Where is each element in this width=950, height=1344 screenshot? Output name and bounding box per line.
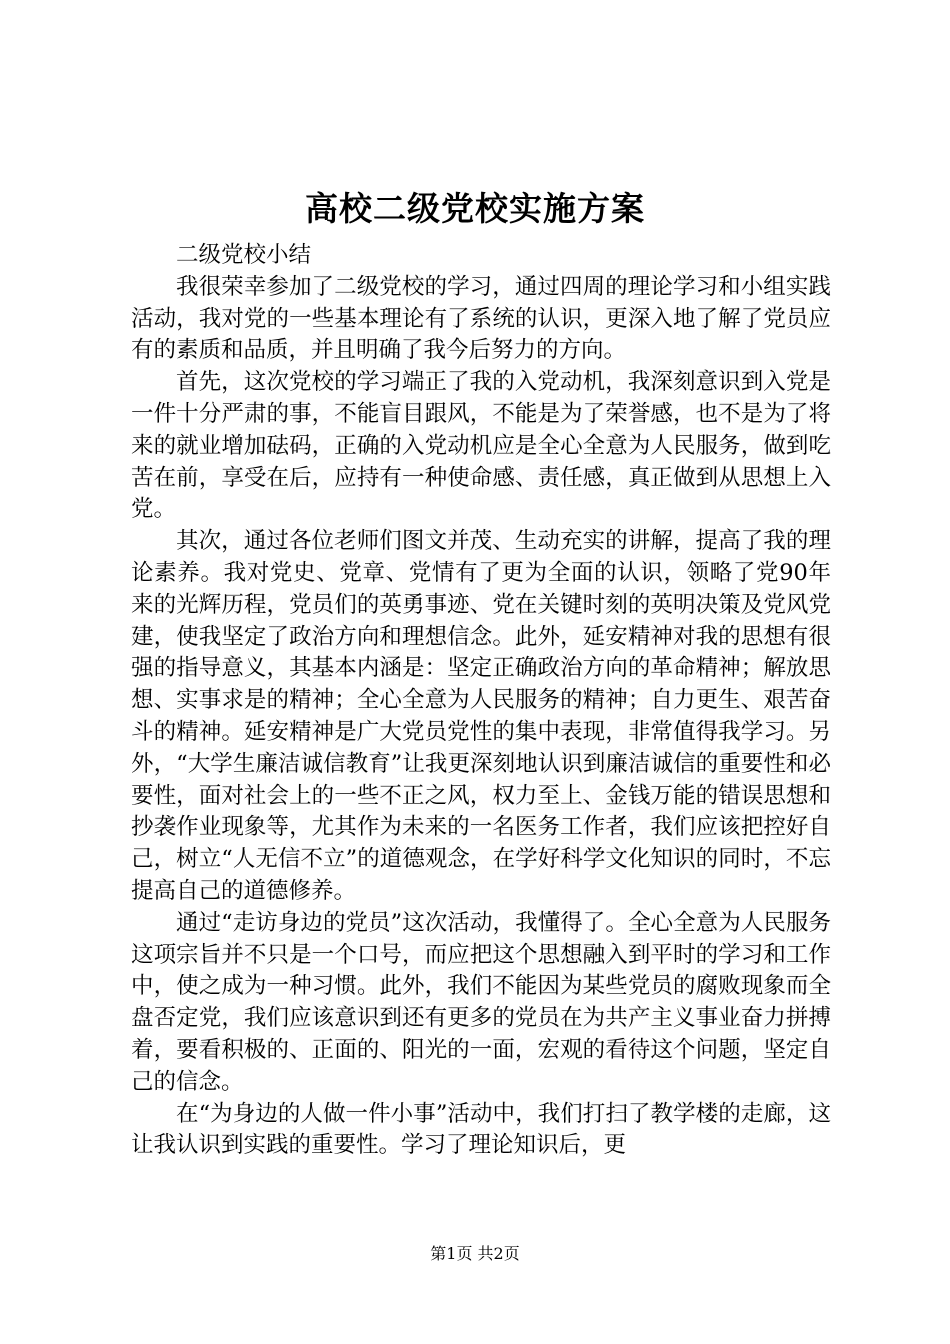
body-paragraph: 在“为身边的人做一件小事”活动中，我们打扫了教学楼的走廊，这让我认识到实践的重要性。学习了理论知识后，更: [131, 1100, 831, 1159]
subtitle-paragraph: 二级党校小结: [176, 242, 312, 268]
document-body: [131, 240, 831, 1162]
page-number-footer: 第1页 共2页: [430, 1244, 520, 1263]
document-title: 高校二级党校实施方案: [305, 189, 645, 228]
body-paragraph: 我很荣幸参加了二级党校的学习，通过四周的理论学习和小组实践活动，我对党的一些基本理论有了系统的认识，更深入地了解了党员应有的素质和品质，并且明确了我今后努力的方向。: [131, 273, 831, 364]
body-paragraph: 通过“走访身边的党员”这次活动，我懂得了。全心全意为人民服务这项宗旨并不只是一个口号，而应把这个思想融入到平时的学习和工作中，使之成为一种习惯。此外，我们不能因为某些党员的腐败现象而全盘否定党，我们应该意识到还有更多的党员在为共产主义事业奋力拼搏着，要看积极的、正面的、阳光的一面，宏观的看待这个问题，坚定自己的信念。: [131, 909, 831, 1095]
body-paragraph: 首先，这次党校的学习端正了我的入党动机，我深刻意识到入党是一件十分严肃的事，不能盲目跟风，不能是为了荣誉感，也不是为了将来的就业增加砝码，正确的入党动机应是全心全意为人民服务，做到吃苦在前，享受在后，应持有一种使命感、责任感，真正做到从思想上入党。: [131, 369, 831, 523]
body-paragraph: 其次，通过各位老师们图文并茂、生动充实的讲解，提高了我的理论素养。我对党史、党章、党情有了更为全面的认识，领略了党90年来的光辉历程，党员们的英勇事迹、党在关键时刻的英明决策及党风党建，使我坚定了政治方向和理想信念。此外，延安精神对我的思想有很强的指导意义，其基本内涵是：坚定正确政治方向的革命精神；解放思想、实事求是的精神；全心全意为人民服务的精神；自力更生、艰苦奋斗的精神。延安精神是广大党员党性的集中表现，非常值得我学习。另外，“大学生廉洁诚信教育”让我更深刻地认识到廉洁诚信的重要性和必要性，面对社会上的一些不正之风，权力至上、金钱万能的错误思想和抄袭作业现象等，尤其作为未来的一名医务工作者，我们应该把控好自己，树立“人无信不立”的道德观念，在学好科学文化知识的同时，不忘提高自己的道德修养。: [131, 528, 831, 904]
